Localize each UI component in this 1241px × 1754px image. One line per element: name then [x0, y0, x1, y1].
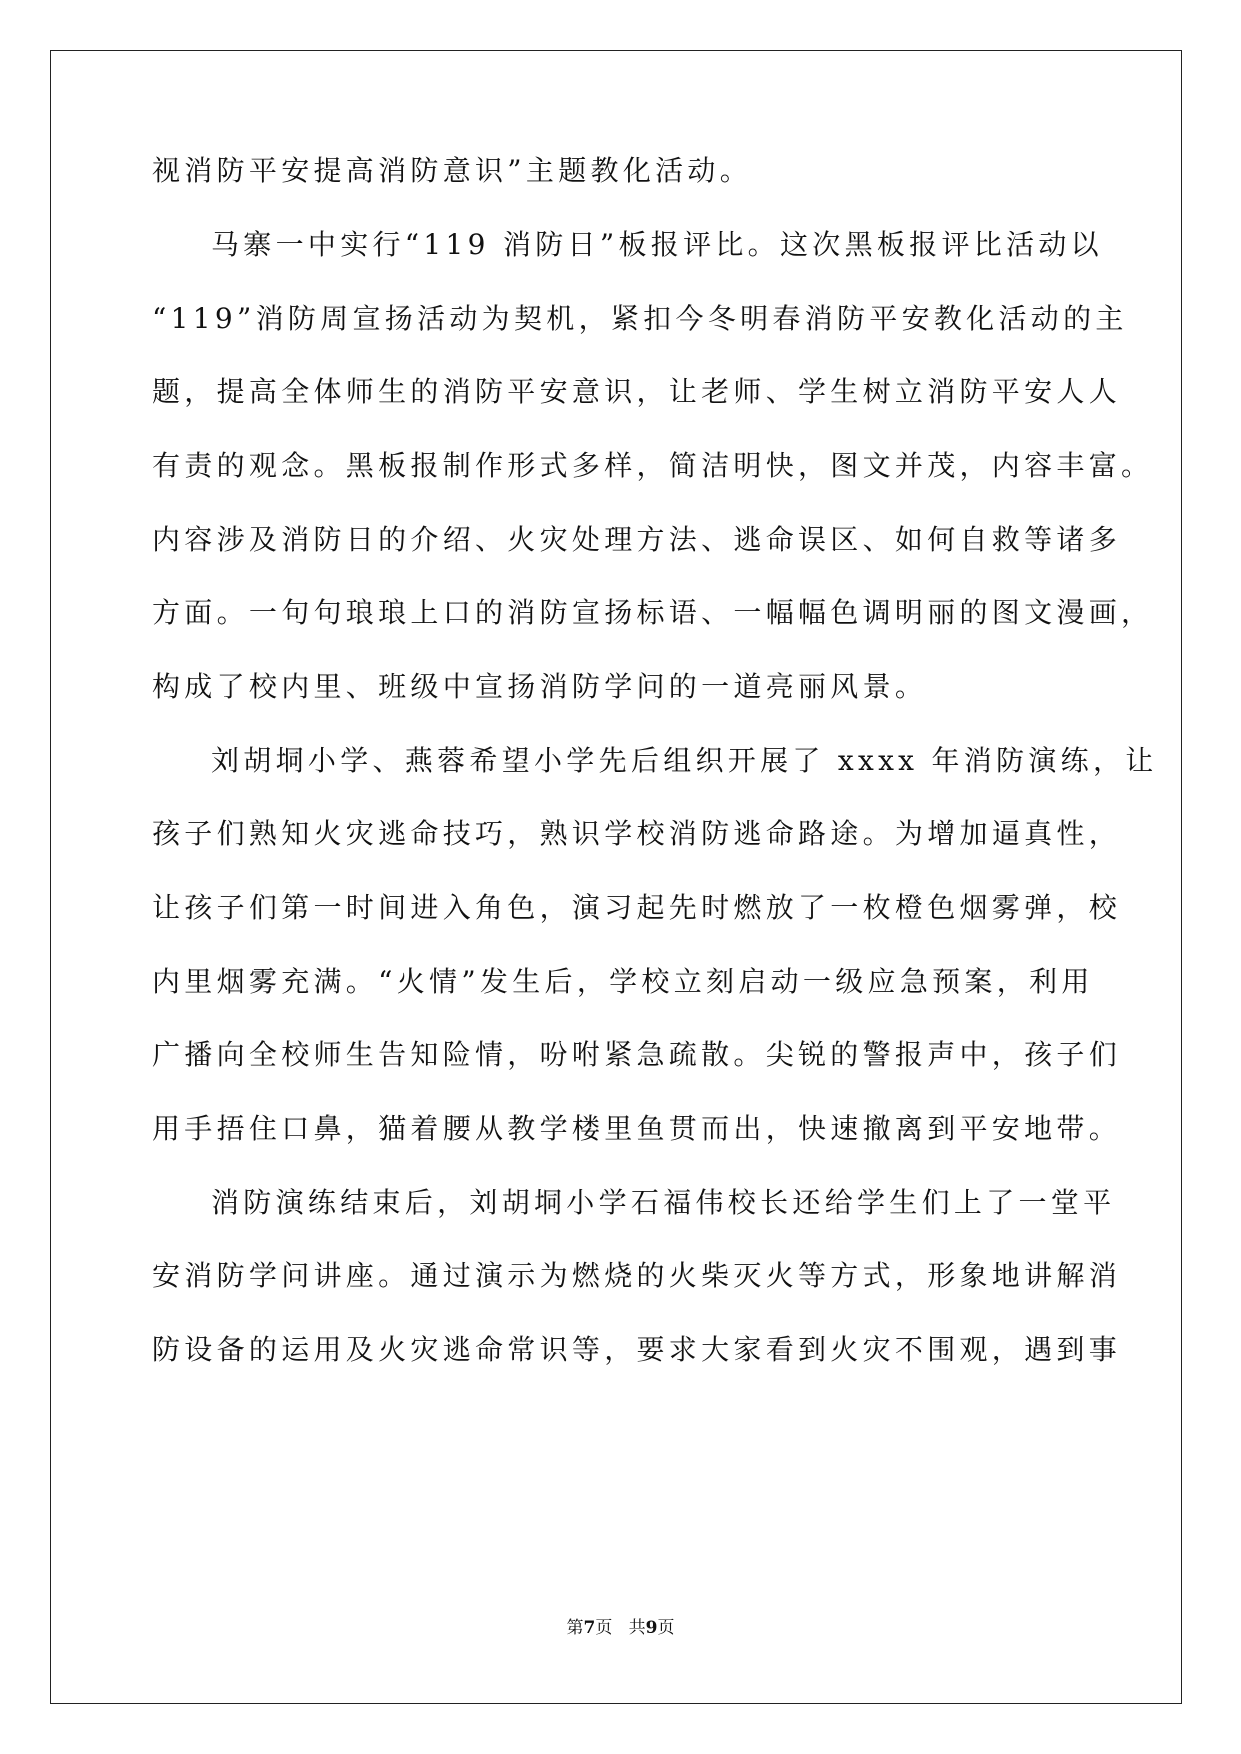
- text-line: 安消防学问讲座。通过演示为燃烧的火柴灭火等方式，形象地讲解消: [152, 1259, 1122, 1292]
- paragraph-first-line: 消防演练结束后，刘胡垌小学石福伟校长还给学生们上了一堂平: [211, 1186, 1116, 1219]
- paragraph-first-line: 刘胡垌小学、燕蓉希望小学先后组织开展了 xxxx 年消防演练，让: [211, 744, 1158, 777]
- page-prefix: 第: [566, 1618, 584, 1638]
- total-suffix: 页: [657, 1618, 675, 1638]
- paragraph-first-line: 马寨一中实行“119 消防日”板报评比。这次黑板报评比活动以: [211, 228, 1103, 261]
- text-line: 方面。一句句琅琅上口的消防宣扬标语、一幅幅色调明丽的图文漫画，: [152, 596, 1154, 629]
- text-line: 内里烟雾充满。“火情”发生后，学校立刻启动一级应急预案，利用: [152, 965, 1094, 998]
- text-line: “119”消防周宣扬活动为契机，紧扣今冬明春消防平安教化活动的主: [152, 302, 1128, 335]
- text-line: 孩子们熟知火灾逃命技巧，熟识学校消防逃命路途。为增加逼真性，: [152, 817, 1122, 850]
- text-line: 有责的观念。黑板报制作形式多样，简洁明快，图文并茂，内容丰富。: [152, 449, 1154, 482]
- current-page-number: 7: [583, 1618, 596, 1638]
- text-line: 让孩子们第一时间进入角色，演习起先时燃放了一枚橙色烟雾弹，校: [152, 891, 1122, 924]
- text-line: 视消防平安提高消防意识”主题教化活动。: [152, 154, 753, 187]
- total-prefix: 共: [628, 1618, 646, 1638]
- page-suffix: 页: [595, 1618, 613, 1638]
- text-line: 构成了校内里、班级中宣扬消防学问的一道亮丽风景。: [152, 670, 928, 703]
- text-line: 用手捂住口鼻，猫着腰从教学楼里鱼贯而出，快速撤离到平安地带。: [152, 1112, 1122, 1145]
- text-line: 广播向全校师生告知险情，吩咐紧急疏散。尖锐的警报声中，孩子们: [152, 1038, 1122, 1071]
- text-line: 防设备的运用及火灾逃命常识等，要求大家看到火灾不围观，遇到事: [152, 1333, 1122, 1366]
- text-line: 内容涉及消防日的介绍、火灾处理方法、逃命误区、如何自救等诸多: [152, 523, 1122, 556]
- text-line: 题，提高全体师生的消防平安意识，让老师、学生树立消防平安人人: [152, 375, 1122, 408]
- page-footer: [0, 1616, 1241, 1640]
- total-page-number: 9: [645, 1618, 658, 1638]
